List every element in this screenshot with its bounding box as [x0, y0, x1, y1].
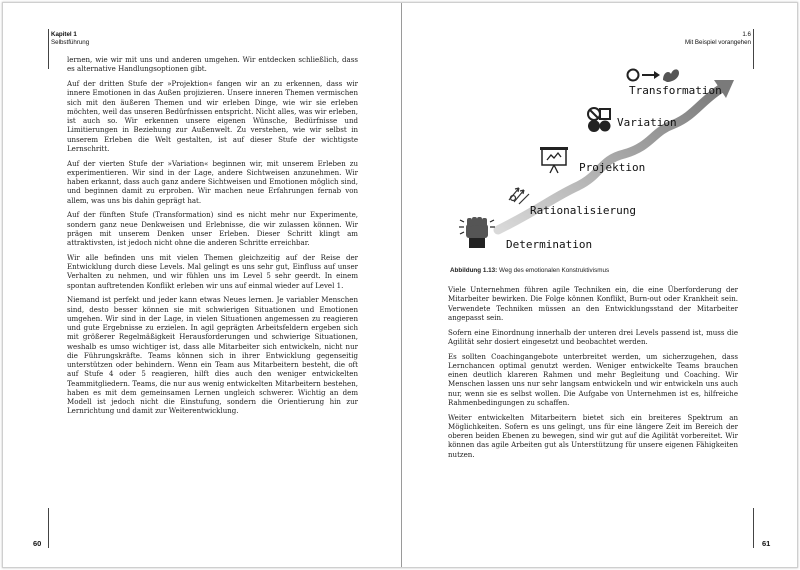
caption-label: Abbildung 1.13:: [450, 267, 498, 274]
running-header-left: [51, 31, 89, 47]
paragraph: Auf der dritten Stufe der »Projektion« fangen wir an zu erkennen, dass wir innere Emotionen in das Außen projizieren. Unsere inneren Themen vermischen sich mit den äußeren Themen und wir erleben Dinge, wie wir sie erleben möchten, weil das unseren Bedürfnissen entspricht. Nicht alles, was wir erleben, ist auch so. Wir erkennen unsere eigenen Wünsche, Bedürfnisse und Limitierungen in Beziehung zur Außenwelt. Zu verstehen, wie wir selbst in unserem Erleben die Welt gestalten, ist auf dieser Stufe der wichtigste Lernschritt.: [67, 79, 358, 153]
paragraph: Niemand ist perfekt und jeder kann etwas Neues lernen. Je variabler Menschen sind, desto besser können sie mit schwierigen Situationen und Emotionen umgehen. Wir sind in der Lage, in vielen Situationen angemessen zu reagieren und gute Ergebnisse zu erzielen. In agil geprägten Arbeitsfeldern ergeben sich mit größerer Regelmäßigkeit Herausforderungen und schwierige Situationen, weshalb es umso wichtiger ist, dass alle Mitarbeiter sich entwickeln, nicht nur die Führungskräfte. Teams können sich in ihrer Entwicklung gegenseitig unterstützen oder behindern. Wenn ein Team aus Mitarbeitern besteht, die oft auf Stufe 4 oder 5 reagieren, hilft dies auch den weniger entwickelten Teammitgliedern. Teams, die nur aus wenig entwickelten Mitarbeitern bestehen, haben es mit dem gemeinsamen Lernen ungleich schwerer. Wichtig an dem Modell ist jedoch nicht die Einstufung, sondern die Orientierung hin zur Lernrichtung und damit zur Weiterentwicklung.: [67, 295, 358, 416]
fist-icon: [459, 217, 495, 248]
caption-text: Weg des emotionalen Konstruktivismus: [498, 267, 610, 274]
right-page: [402, 3, 797, 567]
transformation-icon: [628, 69, 680, 82]
arrows-icon: [509, 188, 529, 204]
paragraph: Viele Unternehmen führen agile Techniken ein, die eine Überforderung der Mitarbeiter bewirken. Die Folge können Konflikt, Burn-out oder Krankheit sein. Verwendete Techniken müssen an den Entwicklungsstand der Mitarbeiter angepasst sein.: [448, 285, 738, 322]
section-title: Mit Beispiel vorangehen: [684, 39, 751, 46]
header-rule-left: [48, 29, 49, 69]
paragraph: Es sollten Coachingangebote unterbreitet werden, um sicherzugehen, dass Lernchancen optimal genutzt werden. Weniger entwickelte Teams brauchen einen deutlich klareren Rahmen und mehr Begleitung und Coaching. Wir Menschen lassen uns nur sehr langsam entwickeln und wir entwickeln uns auch nur, wenn sie es selbst wollen. Die Aufgabe von Unternehmen ist es, hilfreiche Rahmenbedingungen zu schaffen.: [448, 351, 738, 407]
right-body-text: [448, 285, 738, 464]
paragraph: Auf der fünften Stufe (Transformation) sind es nicht mehr nur Experimente, sondern ganz neue Denkweisen und Erlebnisse, die wir zulassen können. Wir prägen mit unserem Denken unser Erleben. Dieser Schritt klingt am attraktivsten, ist jedoch nicht ohne die anderen Schritte erreichbar.: [67, 210, 358, 247]
book-spread: [2, 2, 798, 568]
paragraph: Wir alle befinden uns mit vielen Themen gleichzeitig auf der Reise der Entwicklung durch diese Levels. Mal gelingt es uns sehr gut, Einfluss auf unser Verhalten zu nehmen, und wir fühlen uns im Level 5 sehr geerdt. In einem spontan auftretenden Konflikt erleben wir uns auf einmal wieder auf Level 1.: [67, 252, 358, 290]
footer-rule-right: [753, 508, 754, 548]
stage-label: Projektion: [579, 161, 646, 174]
paragraph: Sofern eine Einordnung innerhalb der unteren drei Levels passend ist, muss die Agilität sehr dosiert eingesetzt und beobachtet werden.: [448, 327, 738, 346]
running-header-right: [685, 31, 751, 47]
paragraph: Weiter entwickelten Mitarbeitern bietet sich ein breiteres Spektrum an Möglichkeiten. Sofern es uns gelingt, uns für eine längere Zeit im Bereich der oberen beiden Ebenen zu bewegen, sind wir gut auf die Agilität vorbereitet. Wir können das agile Arbeiten gut als Unterstützung für unsere eigenen Fähigkeiten nutzen.: [448, 412, 738, 459]
stage-label: Rationalisierung: [530, 204, 636, 217]
paragraph: lernen, wie wir mit uns und anderen umgehen. Wir entdecken schließlich, dass es alternative Handlungsoptionen gibt.: [67, 55, 358, 74]
section-number: 1.6: [742, 31, 751, 38]
footer-rule-left: [48, 508, 49, 548]
page-number-right: 61: [762, 539, 771, 548]
stage-label: Transformation: [629, 84, 722, 97]
page-number-left: 60: [33, 539, 42, 548]
left-body-text: [67, 55, 358, 421]
paragraph: Auf der vierten Stufe der »Variation« beginnen wir, mit unserem Erleben zu experimentieren. Wir sind in der Lage, andere Sichtweisen anzunehmen. Wir haben erkannt, dass auch ganz andere Sichtweisen und Emotionen möglich sind, und beginnen damit zu erproben. Wir machen neue Erfahrungen fernab von allem, was uns bis dahin geprägt hat.: [67, 158, 358, 205]
figure-emotional-constructivism: [402, 58, 797, 258]
stage-label: Determination: [506, 238, 593, 251]
projector-icon: [540, 147, 568, 173]
shapes-icon: [588, 108, 611, 132]
chapter-label: Kapitel 1: [51, 31, 77, 38]
left-page: [3, 3, 402, 567]
chapter-title: Selbstführung: [51, 39, 90, 46]
figure-caption: [450, 267, 609, 274]
stage-label: Variation: [617, 116, 677, 129]
